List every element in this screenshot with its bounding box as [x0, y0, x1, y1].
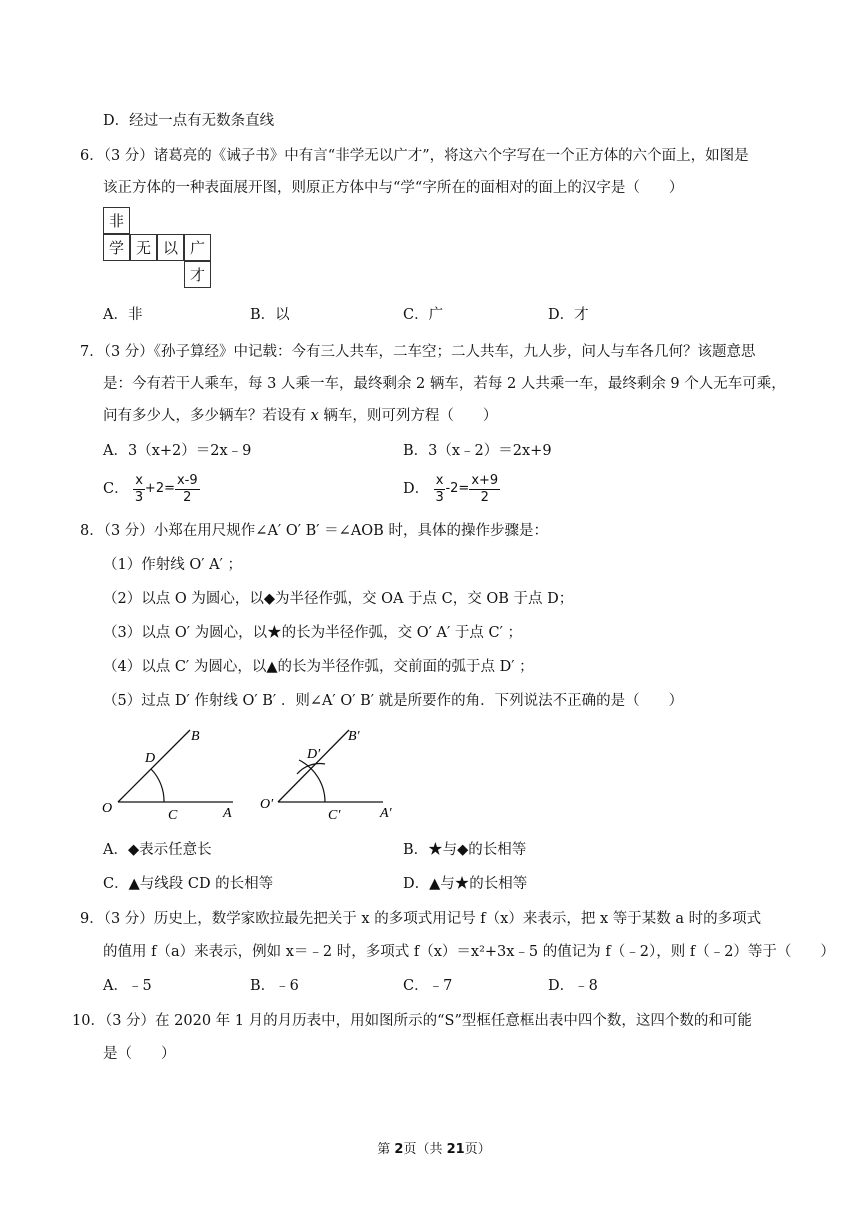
page-footer: 第 2页（共 21页）: [377, 1142, 491, 1157]
q10-stem-line1: 10．（3 分）在 2020 年 1 月的月历表中，用如图所示的“S”型框任意框出表中四个数，这四个数的和可能: [72, 1013, 752, 1029]
q6-option-d: D．才: [548, 307, 589, 323]
q8-step-5: （5）过点 D′ 作射线 O′ B′ ．则∠A′ O′ B′ 就是所要作的角．下列说法不正确的是（ ）: [103, 693, 684, 709]
q6-option-c: C．广: [403, 307, 444, 323]
page-number: 2: [394, 1142, 404, 1157]
label-d-prime: D′: [307, 747, 321, 762]
q7-stem-line1: 7．（3 分）《孙子算经》中记载：今有三人共车，二车空；二人共车，九人步，问人与车各几何？该题意思: [80, 344, 756, 360]
q9-stem-line2: 的值用 f（a）来表示，例如 x＝﹣2 时，多项式 f（x）＝x²+3x﹣5 的值记为 f（﹣2），则 f（﹣2）等于（ ）: [103, 944, 835, 960]
label-a: A: [223, 806, 232, 821]
q8-option-c: C．▲与线段 CD 的长相等: [103, 876, 274, 892]
net-cell: 学: [103, 234, 130, 261]
net-cell: 非: [103, 207, 130, 234]
q8-option-b: B．★与◆的长相等: [403, 842, 527, 858]
q9-stem-line1: 9．（3 分）历史上，数学家欧拉最先把关于 x 的多项式用记号 f（x）来表示，把 x 等于某数 a 时的多项式: [80, 911, 762, 927]
q7-option-d: D． $\frac{x}{3}$ -2= $\frac{x+9}{2}$: [403, 472, 499, 505]
q9-option-c: C．﹣7: [403, 978, 453, 994]
q7-option-c: C． $\frac{x}{3}$ +2= $\frac{x-9}{2}$: [103, 472, 198, 505]
q8-step-2: （2）以点 O 为圆心，以◆为半径作弧，交 OA 于点 C，交 OB 于点 D；: [103, 591, 574, 607]
q9-option-d: D．﹣8: [548, 978, 598, 994]
q6-option-b: B．以: [250, 307, 290, 323]
label-c-prime: C′: [328, 808, 341, 823]
angle-aob: [102, 729, 233, 823]
net-cell: 无: [130, 234, 157, 261]
net-cell: 才: [184, 261, 211, 288]
q8-step-3: （3）以点 O′ 为圆心，以★的长为半径作弧，交 O′ A′ 于点 C′ ；: [103, 625, 522, 641]
q8-stem-line1: 8．（3 分）小郑在用尺规作∠A′ O′ B′ ＝∠AOB 时，具体的操作步骤是：: [80, 523, 548, 539]
fraction: $\frac{x+9}{2}$: [471, 472, 499, 505]
label-d: D: [145, 751, 156, 766]
q5-option-d: D．经过一点有无数条直线: [103, 113, 275, 129]
q10-stem-line2: 是（ ）: [103, 1046, 176, 1062]
label-o-prime: O′: [260, 797, 274, 812]
angle-a-prime-o-prime-b-prime: [260, 729, 393, 823]
q8-option-a: A．◆表示任意长: [103, 842, 212, 858]
q8-option-d: D．▲与★的长相等: [403, 876, 528, 892]
fraction: $\frac{x}{3}$: [435, 472, 444, 505]
net-cell: 广: [184, 234, 211, 261]
fraction: $\frac{x}{3}$: [134, 472, 144, 505]
q9-option-a: A．﹣5: [103, 978, 152, 994]
label-o: O: [102, 801, 113, 816]
page-total: 21: [446, 1142, 465, 1157]
net-cell: 以: [157, 234, 184, 261]
label-a-prime: A′: [380, 806, 392, 821]
q6-stem-line2: 该正方体的一种表面展开图，则原正方体中与“学“字所在的面相对的面上的汉字是（ ）: [103, 180, 684, 196]
angle-construction-figure: [98, 722, 418, 827]
q7-option-a: A．3（x+2）＝2x﹣9: [103, 443, 252, 459]
q8-step-1: （1）作射线 O′ A′ ；: [103, 557, 242, 573]
fraction: $\frac{x-9}{2}$: [176, 472, 198, 505]
q6-option-a: A．非: [103, 307, 143, 323]
q8-step-4: （4）以点 C′ 为圆心，以▲的长为半径作弧，交前面的弧于点 D′ ；: [103, 659, 534, 675]
label-b-prime: B′: [348, 729, 360, 744]
label-c: C: [168, 808, 178, 823]
q7-stem-line2: 是：今有若干人乘车，每 3 人乘一车，最终剩余 2 辆车，若每 2 人共乘一车，最终剩余 9 个人无车可乘，: [103, 376, 786, 392]
label-b: B: [191, 729, 200, 744]
q9-option-b: B．﹣6: [250, 978, 299, 994]
q7-option-b: B．3（x﹣2）＝2x+9: [403, 443, 552, 459]
q6-stem-line1: 6．（3 分）诸葛亮的《诫子书》中有言“非学无以广才”，将这六个字写在一个正方体的六个面上，如图是: [80, 148, 749, 164]
q7-stem-line3: 问有多少人，多少辆车？若设有 x 辆车，则可列方程（ ）: [103, 408, 498, 424]
